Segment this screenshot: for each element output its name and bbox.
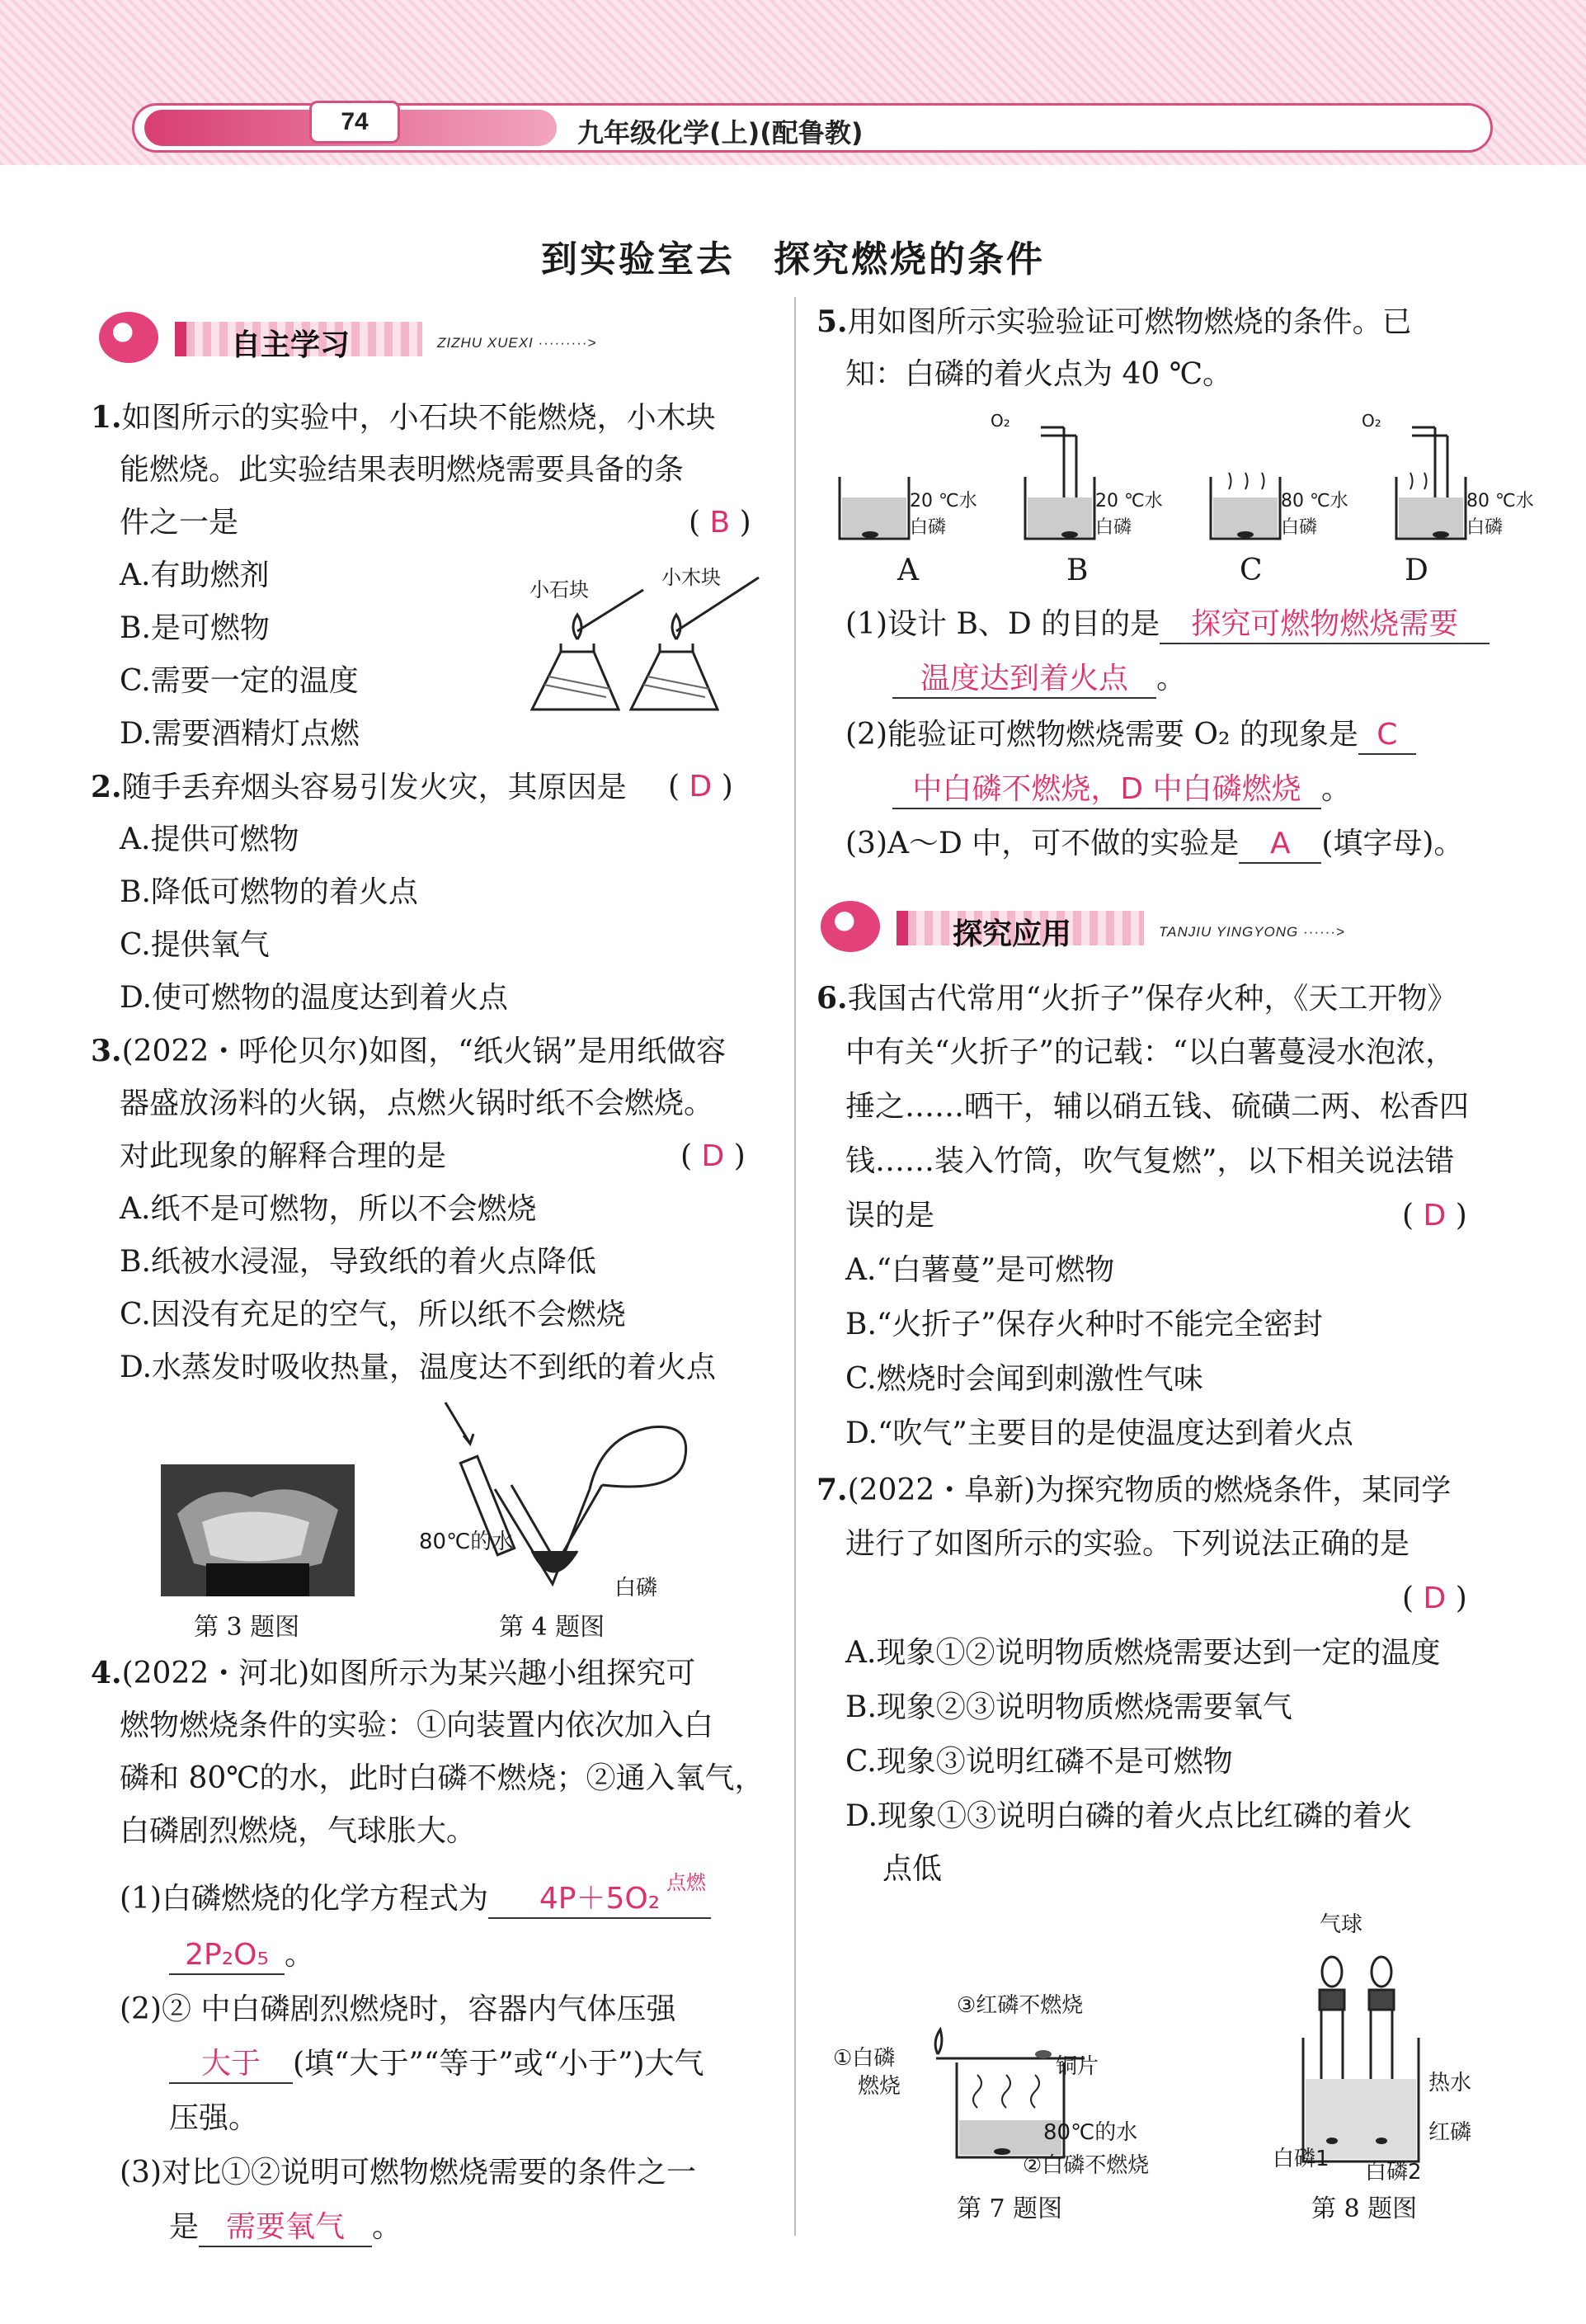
q5-part3: (3)A～D 中，可不做的实验是 A (填字母)。	[845, 826, 1463, 864]
q4-stem-1: 4.(2022・河北)如图所示为某兴趣小组探究可	[91, 1656, 696, 1690]
q6-stem-2: 中有关“火折子”的记载：“以白薯蔓浸水泡浓，	[845, 1035, 1456, 1069]
q4-part3-cont: 是 需要氧气 。	[169, 2209, 402, 2247]
q1-fig-stone: 小石块	[529, 578, 589, 601]
q1-answer: ( B )	[689, 506, 751, 540]
q3-answer: ( D )	[680, 1139, 746, 1173]
q1-option-c: C.需要一定的温度	[120, 664, 359, 698]
q5-fig-label-a: A	[897, 554, 919, 587]
q5-part2-cont: 中白磷不燃烧，D 中白磷燃烧 。	[892, 771, 1351, 809]
q5-stem-2: 知：白磷的着火点为 40 ℃。	[845, 357, 1232, 391]
q6-stem-5: 误的是	[845, 1199, 935, 1233]
fig4-water-label: 80℃的水	[419, 1530, 514, 1554]
q4-part1: (1)白磷燃烧的化学方程式为 4P＋5O₂ 点燃	[120, 1881, 711, 1919]
q5-fig-label-d: D	[1405, 554, 1428, 587]
q3-option-c: C.因没有充足的空气，所以纸不会燃烧	[120, 1298, 626, 1332]
q5-fig-o2-b: O₂	[991, 411, 1010, 431]
page-number: 74	[309, 101, 400, 144]
fig4-phosphorus-label: 白磷	[614, 1576, 658, 1600]
q7-stem-2: 进行了如图所示的实验。下列说法正确的是	[845, 1527, 1410, 1561]
fig4-caption: 第 4 题图	[499, 1613, 605, 1642]
q3-option-d: D.水蒸发时吸收热量，温度达不到纸的着火点	[120, 1351, 717, 1384]
q1-stem-3: 件之一是	[120, 506, 239, 540]
q6-option-a: A.“白薯蔓”是可燃物	[845, 1253, 1115, 1287]
q5-fig-c-water: 80 ℃水	[1281, 491, 1348, 511]
q3-option-a: A.纸不是可燃物，所以不会燃烧	[120, 1192, 537, 1226]
section-self-study	[99, 312, 676, 366]
column-divider	[794, 297, 796, 2236]
q7-answer: ( D )	[1402, 1582, 1467, 1615]
fig8-white-p1: 白磷1	[1273, 2147, 1330, 2171]
q5-fig-c-p: 白磷	[1281, 517, 1318, 538]
fig7-diagram	[920, 2013, 1192, 2170]
q4-part2-end: 压强。	[169, 2101, 259, 2135]
q3-option-b: B.纸被水浸湿，导致纸的着火点降低	[120, 1245, 596, 1279]
q5-part2: (2)能验证可燃物燃烧需要 O₂ 的现象是 C	[845, 717, 1416, 755]
q7-option-d: D.现象①③说明白磷的着火点比红磷的着火	[845, 1799, 1413, 1833]
q4-stem-3: 磷和 80℃的水，此时白磷不燃烧；②通入氧气，	[120, 1761, 765, 1795]
q2-option-b: B.降低可燃物的着火点	[120, 875, 418, 909]
q6-option-d: D.“吹气”主要目的是使温度达到着火点	[845, 1417, 1353, 1450]
q6-option-c: C.燃烧时会闻到刺激性气味	[845, 1362, 1203, 1396]
q5-fig-d-water: 80 ℃水	[1466, 491, 1534, 511]
fig7-water: 80℃的水	[1043, 2120, 1138, 2145]
q1-fig-wood: 小木块	[661, 566, 721, 589]
fig8-red-p: 红磷	[1428, 2120, 1472, 2145]
page-title: 到实验室去 探究燃烧的条件	[541, 238, 1045, 280]
fig7-caption: 第 7 题图	[957, 2194, 1063, 2223]
q5-fig-d-p: 白磷	[1466, 517, 1504, 538]
section-explore	[821, 901, 1398, 955]
section-title: 探究应用	[953, 917, 1072, 951]
q2-option-d: D.使可燃物的温度达到着火点	[120, 981, 509, 1015]
fig8-white-p2: 白磷2	[1365, 2160, 1422, 2185]
q7-option-d-cont: 点低	[882, 1852, 943, 1886]
q5-fig-a-p: 白磷	[910, 517, 947, 538]
q5-part1: (1)设计 B、D 的目的是 探究可燃物燃烧需要	[845, 606, 1490, 644]
fig3-photo	[161, 1464, 355, 1596]
pen-icon	[821, 901, 880, 952]
q1-stem-2: 能燃烧。此实验结果表明燃烧需要具备的条	[120, 453, 685, 487]
q4-part2-cont: 大于 (填“大于”“等于”或“小于”)大气	[169, 2046, 704, 2084]
book-title: 九年级化学(上)(配鲁教)	[577, 117, 864, 148]
q1-option-d: D.需要酒精灯点燃	[120, 717, 360, 751]
q4-stem-2: 燃物燃烧条件的实验：①向装置内依次加入白	[120, 1709, 714, 1742]
fig7-red-p: ③红磷不燃烧	[957, 1993, 1084, 2018]
q7-option-c: C.现象③说明红磷不是可燃物	[845, 1745, 1233, 1779]
section-pinyin: TANJIU YINGYONG ······>	[1159, 924, 1345, 940]
q5-fig-a-water: 20 ℃水	[910, 491, 977, 511]
q2-stem: 2.随手丢弃烟头容易引发火灾，其原因是	[91, 770, 627, 804]
fig7-white-p-2: ②白磷不燃烧	[1023, 2153, 1150, 2178]
section-title: 自主学习	[231, 328, 351, 362]
q5-fig-o2-d: O₂	[1362, 411, 1381, 431]
q2-answer: ( D )	[668, 770, 733, 804]
q3-stem-3: 对此现象的解释合理的是	[120, 1139, 447, 1173]
fig4-diagram	[412, 1394, 742, 1600]
fig7-white-p-burns: 燃烧	[858, 2074, 901, 2099]
q6-stem-1: 6.我国古代常用“火折子”保存火种，《天工开物》	[817, 981, 1457, 1016]
pen-icon	[99, 312, 158, 363]
q4-part2: (2)② 中白磷剧烈燃烧时，容器内气体压强	[120, 1992, 676, 2026]
fig7-white-p: ①白磷	[833, 2046, 896, 2071]
q1-stem-1: 1.如图所示的实验中，小石块不能燃烧，小木块	[91, 400, 716, 435]
q3-stem-2: 器盛放汤料的火锅，点燃火锅时纸不会燃烧。	[120, 1087, 714, 1120]
fig8-caption: 第 8 题图	[1311, 2194, 1418, 2223]
q4-stem-4: 白磷剧烈燃烧，气球胀大。	[120, 1814, 477, 1848]
q7-option-a: A.现象①②说明物质燃烧需要达到一定的温度	[845, 1636, 1441, 1670]
q4-part1-cont: 2P₂O₅ 。	[169, 1937, 314, 1975]
q6-stem-3: 捶之……晒干，辅以硝五钱、硫磺二两、松香四	[845, 1090, 1470, 1124]
fig7-copper: 铜片	[1056, 2054, 1099, 2079]
q7-stem-1: 7.(2022・阜新)为探究物质的燃烧条件，某同学	[817, 1473, 1452, 1507]
q6-stem-4: 钱……装入竹筒，吹气复燃”，以下相关说法错	[845, 1144, 1455, 1178]
q5-part1-cont: 温度达到着火点 。	[892, 661, 1186, 699]
q5-fig-b-p: 白磷	[1095, 517, 1132, 538]
q5-stem-1: 5.用如图所示实验验证可燃物燃烧的条件。已	[817, 304, 1412, 339]
q1-option-b: B.是可燃物	[120, 611, 270, 645]
fig8-hot-water: 热水	[1428, 2071, 1472, 2095]
q3-stem-1: 3.(2022・呼伦贝尔)如图，“纸火锅”是用纸做容	[91, 1034, 727, 1068]
q5-fig-label-b: B	[1066, 554, 1089, 587]
q5-fig-b-water: 20 ℃水	[1095, 491, 1163, 511]
q6-answer: ( D )	[1402, 1199, 1467, 1233]
fig8-balloon: 气球	[1320, 1912, 1363, 1937]
q7-option-b: B.现象②③说明物质燃烧需要氧气	[845, 1690, 1292, 1724]
q4-part3: (3)对比①②说明可燃物燃烧需要的条件之一	[120, 2156, 696, 2190]
q5-fig-label-c: C	[1240, 554, 1263, 587]
q2-option-c: C.提供氧气	[120, 928, 270, 962]
q6-option-b: B.“火折子”保存火种时不能完全密封	[845, 1308, 1323, 1341]
fig3-caption: 第 3 题图	[194, 1613, 300, 1642]
q1-option-a: A.有助燃剂	[120, 559, 270, 592]
section-pinyin: ZIZHU XUEXI ·········>	[437, 335, 597, 351]
q2-option-a: A.提供可燃物	[120, 823, 299, 856]
